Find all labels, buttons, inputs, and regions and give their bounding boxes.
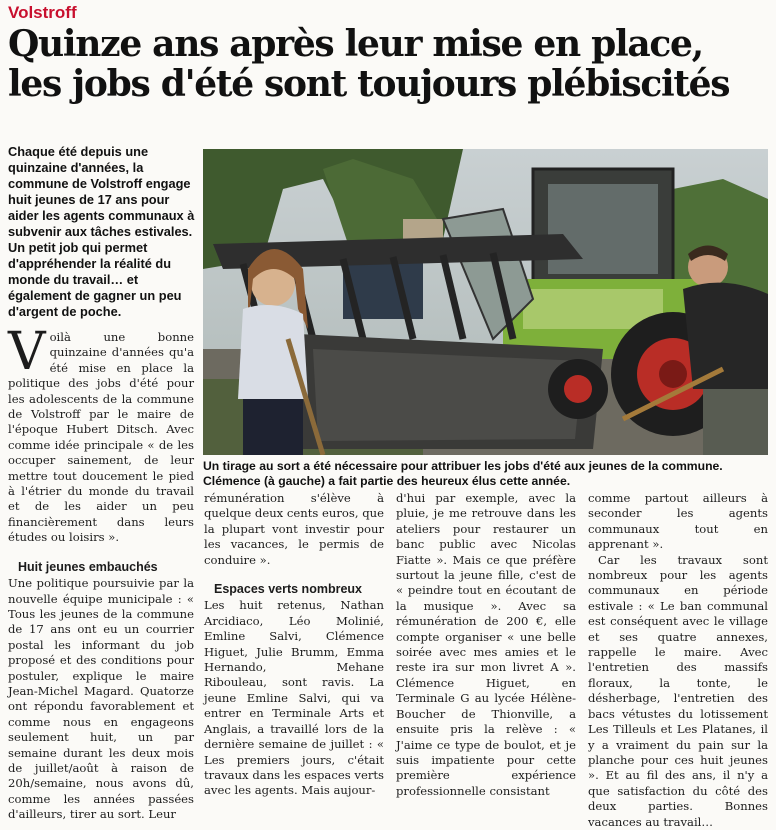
- lede-paragraph: Chaque été depuis une quinzaine d'années, la commune de Volstroff engage huit jeunes de 17 ans pour aider les agents communaux à subvenir aux tâches estivales. Un petit job qui permet d'appréhender la réalité du monde du travail… et également de gagner un peu d'argent de poche.: [8, 144, 195, 319]
- headline-line-1: Quinze ans après leur mise en place,: [8, 23, 703, 65]
- article-column-1: [8, 322, 194, 823]
- article-column-2: [204, 491, 384, 799]
- article-column-4: [588, 491, 768, 830]
- paragraph-3: rémunération s'élève à quelque deux cents euros, que la plupart vont investir pour les vacances, le permis de conduire ».: [204, 491, 384, 567]
- subhead-huit-jeunes: Huit jeunes embauchés: [18, 559, 158, 574]
- paragraph-2: Une politique poursuivie par la nouvelle équipe municipale : « Tous les jeunes de la commune de 17 ans ont eu un courrier postal les informant du job proposé et des conditions pour postuler, explique le maire Jean-Michel Magard. Quatorze ont répondu favorablement et comme nous en engageons seulement huit, un par semaine durant les deux mois de juillet/août à raison de 20h/semaine, nous avons dû, comme les années passées d'ailleurs, tirer au sort. Leur: [8, 576, 194, 822]
- headline-line-2: les jobs d'été sont toujours plébiscités: [8, 63, 730, 105]
- photo-caption: Un tirage au sort a été nécessaire pour attribuer les jobs d'été aux jeunes de la commune. Clémence (à gauche) a fait partie des heureux élus cette année.: [203, 459, 723, 488]
- article-column-3: [396, 491, 576, 799]
- tractor-photo: [203, 149, 768, 455]
- paragraph-7: Car les travaux sont nombreux pour les agents communaux en période estivale : « Le ban communal est conséquent avec le village et ses quatre annexes, rappelle le maire. Avec l'entretien des massifs floraux, la tonte, le désherbage, l'entretien des bacs vétustes du lotissement Les Tilleuls et Les Platanes, il y a vraiment du pain sur la planche pour ces huit jeunes ». Et au fil des ans, il n'y a que satisfaction du côté des deux parties. Bonnes vacances au travail…: [588, 552, 768, 829]
- photo-illustration: [203, 149, 768, 455]
- headline: [8, 24, 773, 104]
- section-kicker: Volstroff: [8, 3, 77, 22]
- opening-paragraph: Voilà une bonne quinzaine d'années qu'a été mise en place la politique des jobs d'été pour les adolescents de la commune de Volstroff par le maire de l'époque Hubert Ditsch. Avec comme idée principale « de les occuper sainement, de leur mettre tout doucement le pied à l'étrier du monde du travail et de les aider un peu financièrement dans leurs études ou loisirs ».: [8, 322, 194, 545]
- drop-cap: V: [8, 322, 46, 382]
- paragraph-6: comme partout ailleurs à seconder les agents communaux tout en apprenant ».: [588, 491, 768, 552]
- paragraph-5: d'hui par exemple, avec la pluie, je me retrouve dans les ateliers pour restaurer un banc public avec Nicolas Fiatte ». Mais ce que préfère surtout la jeune fille, c'est de « peindre tout en écoutant de la musique ». Avec sa rémunération de 200 €, elle compte organiser « une belle soirée avec mes amies et le reste ira sur mon livret A ». Clémence Higuet, en Terminale G au lycée Hélène-Boucher de Thionville, a ensuite pris la relève : « J'aime ce type de boulot, et je suis impatiente pour cette première expérience professionnelle consistant: [396, 491, 576, 798]
- subhead-espaces-verts: Espaces verts nombreux: [214, 582, 362, 597]
- paragraph-4: Les huit retenus, Nathan Arcidiaco, Léo Molinié, Emline Salvi, Clémence Higuet, Julie Brumm, Emma Hernando, Mehane Ribouleau, sont ravis. La jeune Emline Salvi, qui va entrer en Terminale Arts et Anglais, a travaillé lors de la dernière semaine de juillet : « Les premiers jours, c'était travaux dans les espaces verts avec les agents. Mais aujour-: [204, 598, 384, 798]
